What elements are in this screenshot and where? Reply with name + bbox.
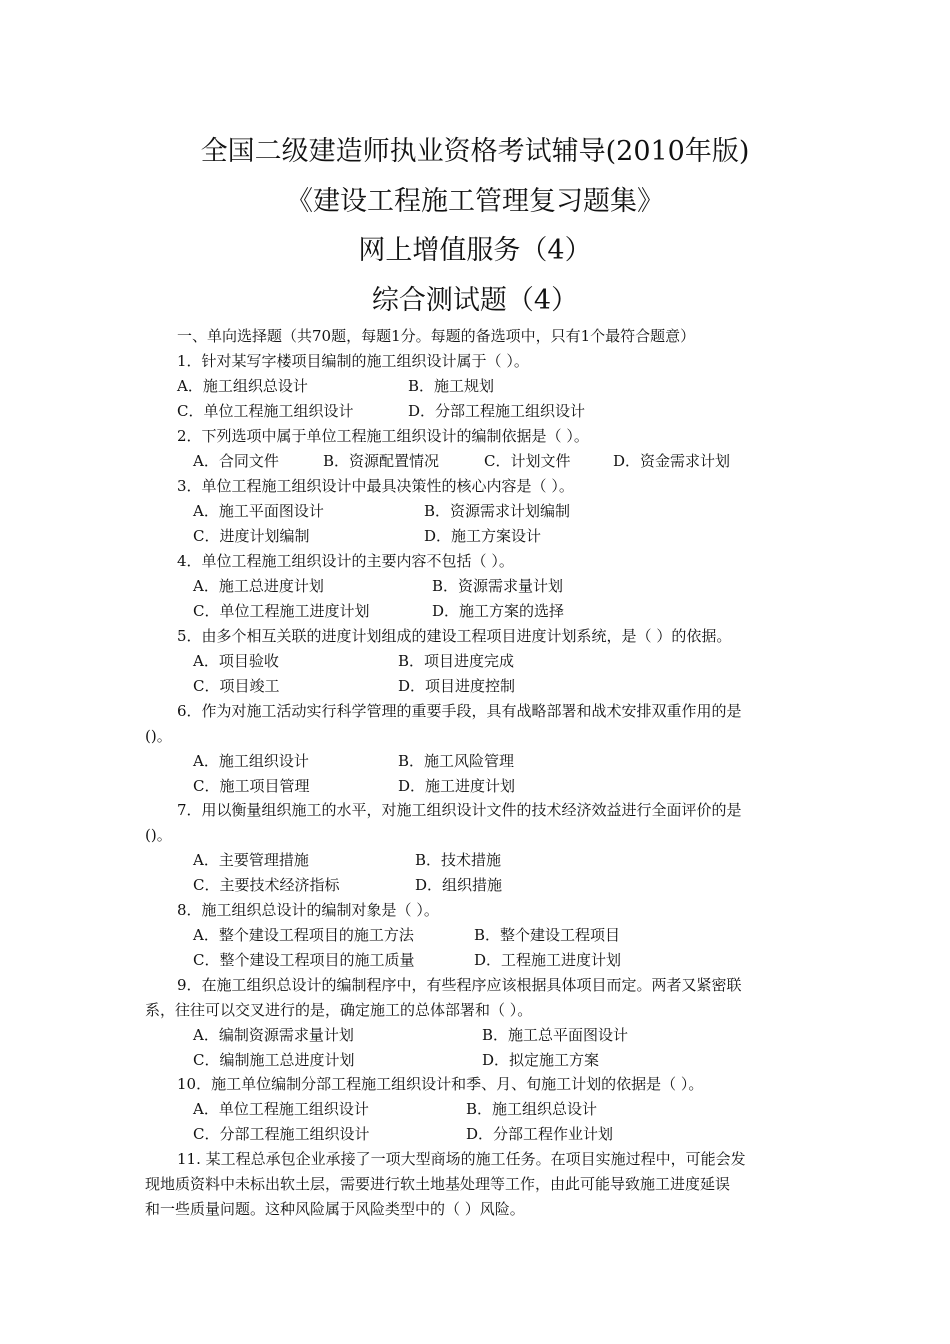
q1-option-c: C．单位工程施工组织设计 <box>177 402 354 420</box>
q6-option-c: C．施工项目管理 <box>193 777 310 795</box>
question-8-stem: 8．施工组织总设计的编制对象是（ ）。 <box>177 901 439 919</box>
question-10-stem: 10．施工单位编制分部工程施工组织设计和季、月、旬施工计划的依据是（ ）。 <box>177 1075 704 1093</box>
q10-option-b: B．施工组织总设计 <box>466 1100 598 1118</box>
q8-option-c: C．整个建设工程项目的施工质量 <box>193 951 415 969</box>
q9-option-b: B．施工总平面图设计 <box>482 1026 629 1044</box>
question-1-stem: 1．针对某写字楼项目编制的施工组织设计属于（ ）。 <box>177 352 529 370</box>
q2-option-c: C．计划文件 <box>484 452 571 470</box>
q4-option-a: A．施工总进度计划 <box>193 577 324 595</box>
question-7-stem-line-2: ()。 <box>145 826 172 844</box>
question-7-stem-line-1: 7．用以衡量组织施工的水平，对施工组织设计文件的技术经济效益进行全面评价的是 <box>177 801 742 819</box>
q4-option-d: D．施工方案的选择 <box>432 602 565 620</box>
q5-option-a: A．项目验收 <box>193 652 279 670</box>
q2-option-a: A．合同文件 <box>193 452 279 470</box>
q10-option-a: A．单位工程施工组织设计 <box>193 1100 369 1118</box>
q9-option-a: A．编制资源需求量计划 <box>193 1026 354 1044</box>
question-3-stem: 3．单位工程施工组织设计中最具决策性的核心内容是（ ）。 <box>177 477 574 495</box>
q5-option-d: D．项目进度控制 <box>398 677 516 695</box>
q2-option-b: B．资源配置情况 <box>323 452 440 470</box>
q5-option-c: C．项目竣工 <box>193 677 280 695</box>
section-heading: 一、单向选择题（共70题，每题1分。每题的备选项中，只有1个最符合题意） <box>177 327 696 345</box>
question-11-stem-line-1: 11. 某工程总承包企业承接了一项大型商场的施工任务。在项目实施过程中，可能会发 <box>177 1150 746 1168</box>
doc-title-line-3: 网上增值服务（4） <box>358 235 592 266</box>
q6-option-d: D．施工进度计划 <box>398 777 516 795</box>
q3-option-a: A．施工平面图设计 <box>193 502 324 520</box>
q10-option-c: C．分部工程施工组织设计 <box>193 1125 370 1143</box>
question-9-stem-line-2: 系，往往可以交叉进行的是，确定施工的总体部署和（ ）。 <box>145 1001 533 1019</box>
doc-title-line-1: 全国二级建造师执业资格考试辅导(2010年版) <box>200 136 750 167</box>
q8-option-a: A．整个建设工程项目的施工方法 <box>193 926 414 944</box>
question-2-stem: 2．下列选项中属于单位工程施工组织设计的编制依据是（ ）。 <box>177 427 589 445</box>
q7-option-d: D．组织措施 <box>415 876 503 894</box>
q7-option-c: C．主要技术经济指标 <box>193 876 340 894</box>
q9-option-c: C．编制施工总进度计划 <box>193 1051 355 1069</box>
q4-option-b: B．资源需求量计划 <box>432 577 564 595</box>
q8-option-d: D．工程施工进度计划 <box>474 951 622 969</box>
q6-option-b: B．施工风险管理 <box>398 752 515 770</box>
question-11-stem-line-3: 和一些质量问题。这种风险属于风险类型中的（ ）风险。 <box>145 1200 525 1218</box>
q4-option-c: C．单位工程施工进度计划 <box>193 602 370 620</box>
q10-option-d: D．分部工程作业计划 <box>466 1125 614 1143</box>
doc-title-line-2: 《建设工程施工管理复习题集》 <box>286 186 664 217</box>
q6-option-a: A．施工组织设计 <box>193 752 309 770</box>
q2-option-d: D．资金需求计划 <box>613 452 731 470</box>
q3-option-b: B．资源需求计划编制 <box>424 502 571 520</box>
question-6-stem-line-1: 6．作为对施工活动实行科学管理的重要手段，具有战略部署和战术安排双重作用的是 <box>177 702 742 720</box>
q3-option-d: D．施工方案设计 <box>424 527 542 545</box>
question-4-stem: 4．单位工程施工组织设计的主要内容不包括（ ）。 <box>177 552 514 570</box>
q3-option-c: C．进度计划编制 <box>193 527 310 545</box>
q8-option-b: B．整个建设工程项目 <box>474 926 621 944</box>
q7-option-a: A．主要管理措施 <box>193 851 309 869</box>
question-9-stem-line-1: 9．在施工组织总设计的编制程序中，有些程序应该根据具体项目而定。两者又紧密联 <box>177 976 742 994</box>
question-6-stem-line-2: ()。 <box>145 727 172 745</box>
q1-option-d: D．分部工程施工组织设计 <box>408 402 586 420</box>
q1-option-a: A．施工组织总设计 <box>177 377 308 395</box>
q5-option-b: B．项目进度完成 <box>398 652 515 670</box>
doc-title-line-4: 综合测试题（4） <box>371 285 579 316</box>
q7-option-b: B．技术措施 <box>415 851 502 869</box>
q1-option-b: B．施工规划 <box>408 377 495 395</box>
question-5-stem: 5．由多个相互关联的进度计划组成的建设工程项目进度计划系统，是（ ）的依据。 <box>177 627 732 645</box>
q9-option-d: D．拟定施工方案 <box>482 1051 600 1069</box>
question-11-stem-line-2: 现地质资料中未标出软土层，需要进行软土地基处理等工作，由此可能导致施工进度延误 <box>145 1175 731 1193</box>
